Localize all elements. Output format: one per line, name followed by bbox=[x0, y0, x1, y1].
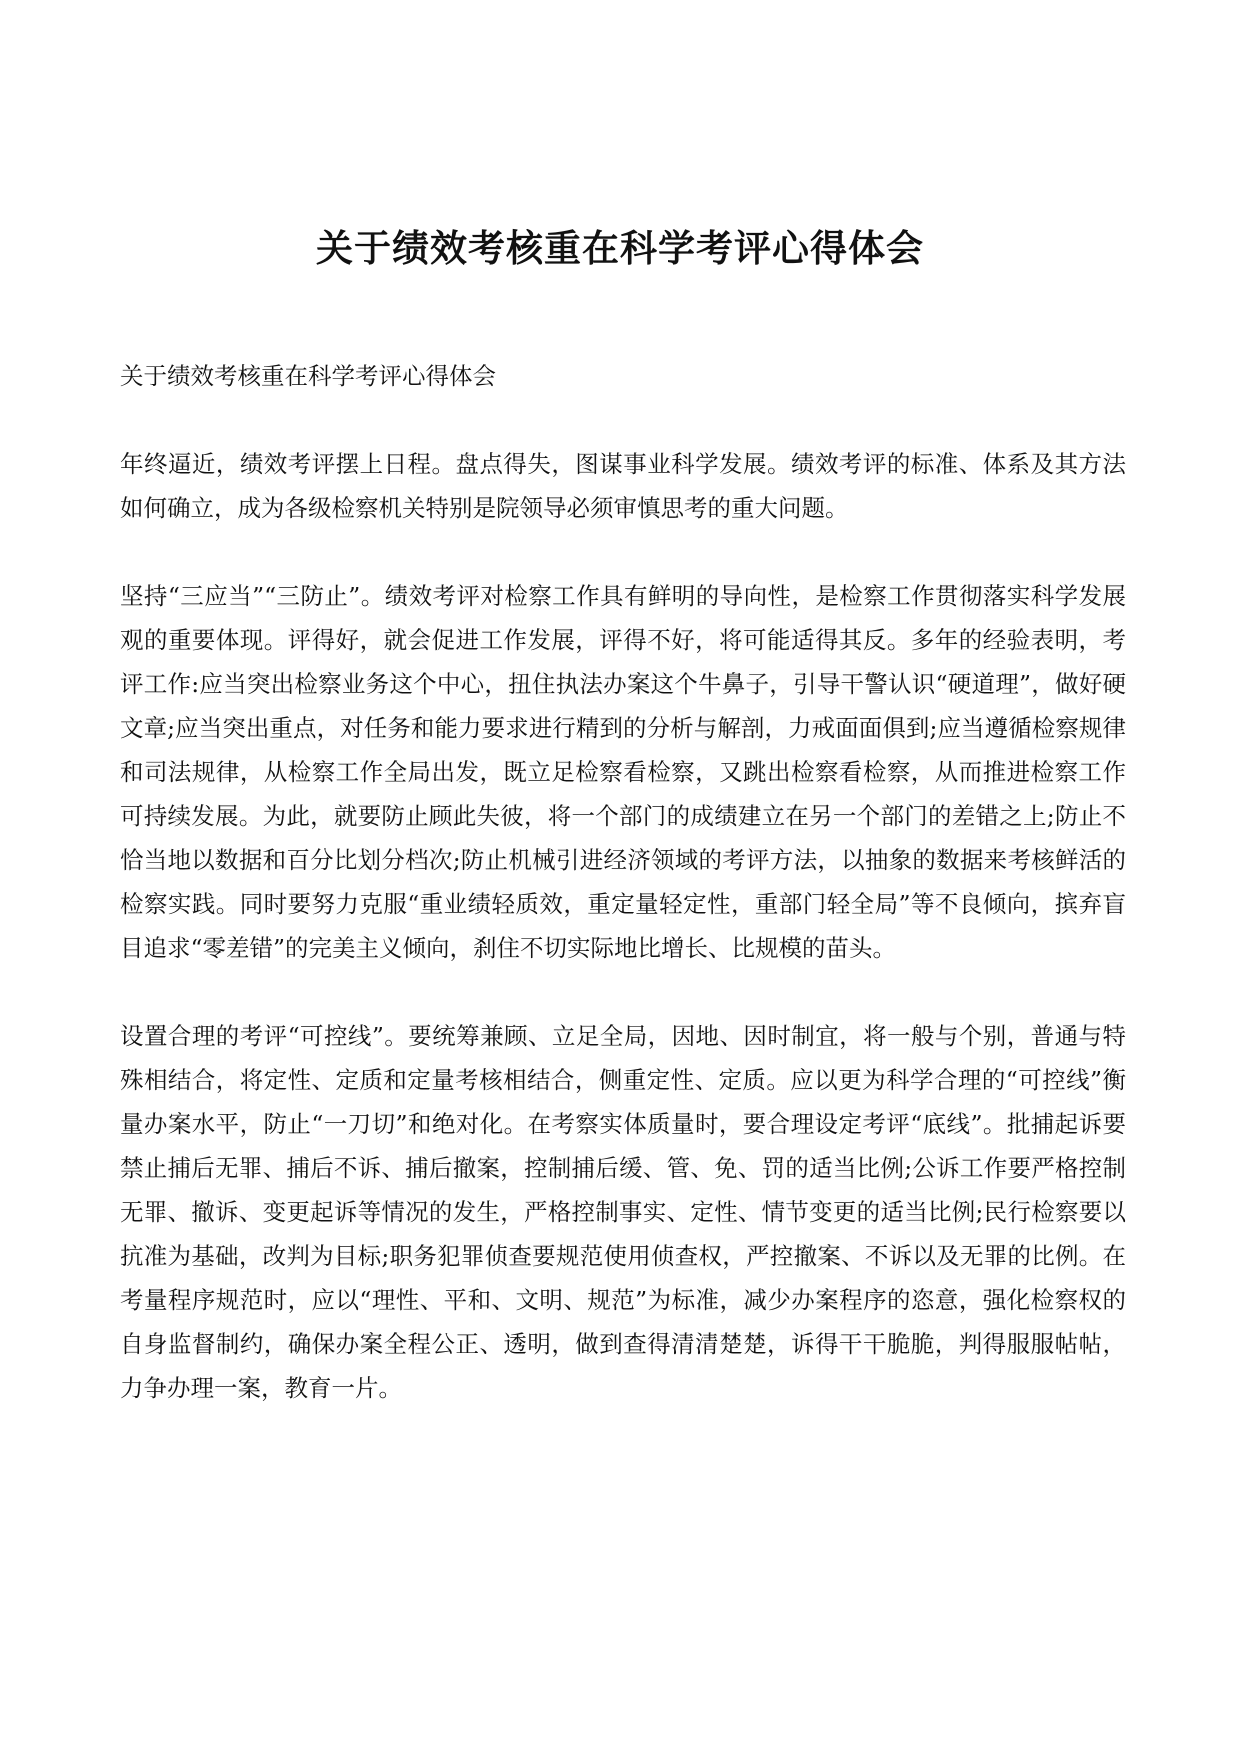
paragraph-intro: 年终逼近，绩效考评摆上日程。盘点得失，图谋事业科学发展。绩效考评的标准、体系及其方法如何确立，成为各级检察机关特别是院领导必须审慎思考的重大问题。 bbox=[120, 450, 1126, 522]
paragraph-control-line: 设置合理的考评“可控线”。要统筹兼顾、立足全局，因地、因时制宜，将一般与个别，普通与特殊相结合，将定性、定质和定量考核相结合，侧重定性、定质。应以更为科学合理的“可控线”衡量办案水平，防止“一刀切”和绝对化。在考察实体质量时，要合理设定考评“底线”。批捕起诉要禁止捕后无罪、捕后不诉、捕后撤案，控制捕后缓、管、免、罚的适当比例;公诉工作要严格控制无罪、撤诉、变更起诉等情况的发生，严格控制事实、定性、情节变更的适当比例;民行检察要以抗准为基础，改判为目标;职务犯罪侦查要规范使用侦查权，严控撤案、不诉以及无罪的比例。在考量程序规范时，应以“理性、平和、文明、规范”为标准，减少办案程序的恣意，强化检察权的自身监督制约，确保办案全程公正、透明，做到查得清清楚楚，诉得干干脆脆，判得服服帖帖，力争办理一案，教育一片。 bbox=[120, 1022, 1126, 1402]
document-body bbox=[120, 354, 1126, 1454]
document-subtitle: 关于绩效考核重在科学考评心得体会 bbox=[120, 362, 496, 390]
paragraph-three-principles: 坚持“三应当”“三防止”。绩效考评对检察工作具有鲜明的导向性，是检察工作贯彻落实科学发展观的重要体现。评得好，就会促进工作发展，评得不好，将可能适得其反。多年的经验表明，考评工作:应当突出检察业务这个中心，扭住执法办案这个牛鼻子，引导干警认识“硬道理”，做好硬文章;应当突出重点，对任务和能力要求进行精到的分析与解剖，力戒面面俱到;应当遵循检察规律和司法规律，从检察工作全局出发，既立足检察看检察，又跳出检察看检察，从而推进检察工作可持续发展。为此，就要防止顾此失彼，将一个部门的成绩建立在另一个部门的差错之上;防止不恰当地以数据和百分比划分档次;防止机械引进经济领域的考评方法，以抽象的数据来考核鲜活的检察实践。同时要努力克服“重业绩轻质效，重定量轻定性，重部门轻全局”等不良倾向，摈弃盲目追求“零差错”的完美主义倾向，刹住不切实际地比增长、比规模的苗头。 bbox=[120, 582, 1126, 962]
document-title: 关于绩效考核重在科学考评心得体会 bbox=[316, 226, 924, 270]
